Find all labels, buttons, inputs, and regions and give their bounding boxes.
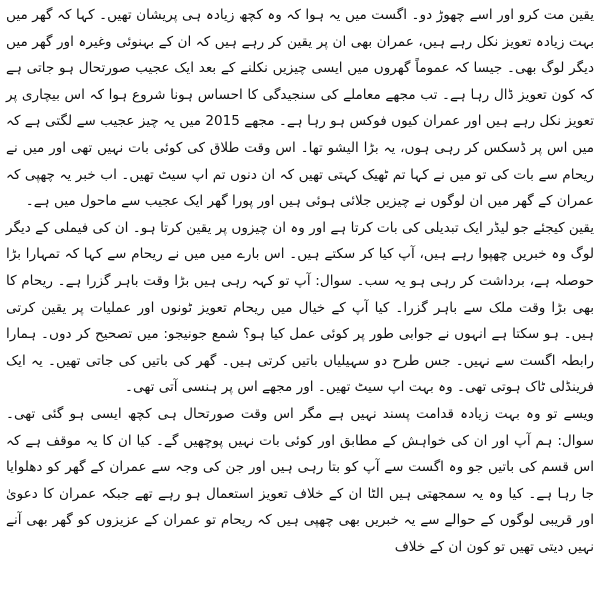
article-paragraph-2: یقین کیجئے جو لیڈر ایک تبدیلی کی بات کرتا ہے اور وہ ان چیزوں پر یقین کرتا ہو۔ ان کی فیملی کے دیگر لوگ وہ خبریں چھپوا رہے ہیں، آپ کیا کر سکتے ہیں۔ اس بارے میں میں نے ریحام سے کہا کہ تمہارا بڑا حوصلہ ہے، برداشت کر رہی ہو یہ سب۔ سوال: آپ تو کہہ رہی ہیں بڑا وقت باہر گزرا ہے۔ ریحام کا بھی بڑا وقت ملک سے باہر گزرا۔ کیا آپ کے خیال میں ریحام تعویز ٹونوں اور عملیات پر یقین کرتی ہیں۔ ہو سکتا ہے انہوں نے جوابی طور پر کوئی عمل کیا ہو؟ شمع جونیجو: میں تصحیح کر دوں۔ ہمارا رابطہ اگست سے نہیں۔ جس طرح دو سہیلیاں باتیں کرتی ہیں۔ گھر کی باتیں کی جاتی تھیں۔ یہ ایک فرینڈلی ٹاک ہوتی تھی۔ وہ بہت اپ سیٹ تھیں۔ اور مجھے اس پر ہنسی آتی تھی۔	[6, 219, 594, 396]
article-paragraph-3: ویسے تو وہ بہت زیادہ قدامت پسند نہیں ہے مگر اس وقت صورتحال ہی کچھ ایسی ہو گئی تھی۔ سوال: ہم آپ اور ان کی خواہش کے مطابق اور کوئی بات نہیں پوچھیں گے۔ کیا ان کا یہ موقف ہے کہ اس قسم کی باتیں جو وہ اگست سے آپ کو بتا رہی ہیں اور جن کی وجہ سے عمران کے گھر کو دھلوایا جا رہا ہے۔ کیا وہ یہ سمجھتی ہیں الٹا ان کے خلاف تعویز استعمال ہو رہے تھے جبکہ عمران کا دعویٰ اور قریبی لوگوں کے حوالے سے یہ خبریں بھی چھپی ہیں کہ ریحام تو عمران کے عزیزوں کو گھر بھی آنے نہیں دیتی تھیں تو کون ان کے خلاف	[6, 405, 594, 555]
article-paragraph-1: یقین مت کرو اور اسے چھوڑ دو۔ اگست میں یہ ہوا کہ وہ کچھ زیادہ ہی پریشان تھیں۔ کہا کہ گھر میں بہت زیادہ تعویز نکل رہے ہیں، عمران بھی ان پر یقین کر رہے ہیں کہ ان کے بہنوئی وغیرہ اور گھر میں دیگر لوگ بھی۔ جیسا کہ عموماً گھروں میں ایسی چیزیں نکلنے کے بعد ایک عجیب صورتحال ہو جاتی ہے کہ کون تعویز ڈال رہا ہے۔ تب مجھے معاملے کی سنجیدگی کا احساس ہونا شروع ہوا کہ اس بیچاری پر تعویز نکل رہے ہیں اور عمران کیوں فوکس ہو رہا ہے۔ مجھے 2015 میں یہ چیز عجیب سے لگتی ہے کہ میں اس پر ڈسکس کر رہی ہوں، یہ بڑا الیشو تھا۔ اس وقت طلاق کی کوئی بات نہیں تھی اور میں نے ریحام سے بات کی تو میں نے کہا تم ٹھیک کہتی تھیں کہ ان دنوں تم اپ سیٹ تھیں۔ اب خبر یہ چھپی کہ عمران کے گھر میں ان لوگوں نے چیزیں جلائی ہوئی ہیں اور پورا گھر ایک عجیب سے ماحول میں ہے۔	[6, 7, 594, 210]
